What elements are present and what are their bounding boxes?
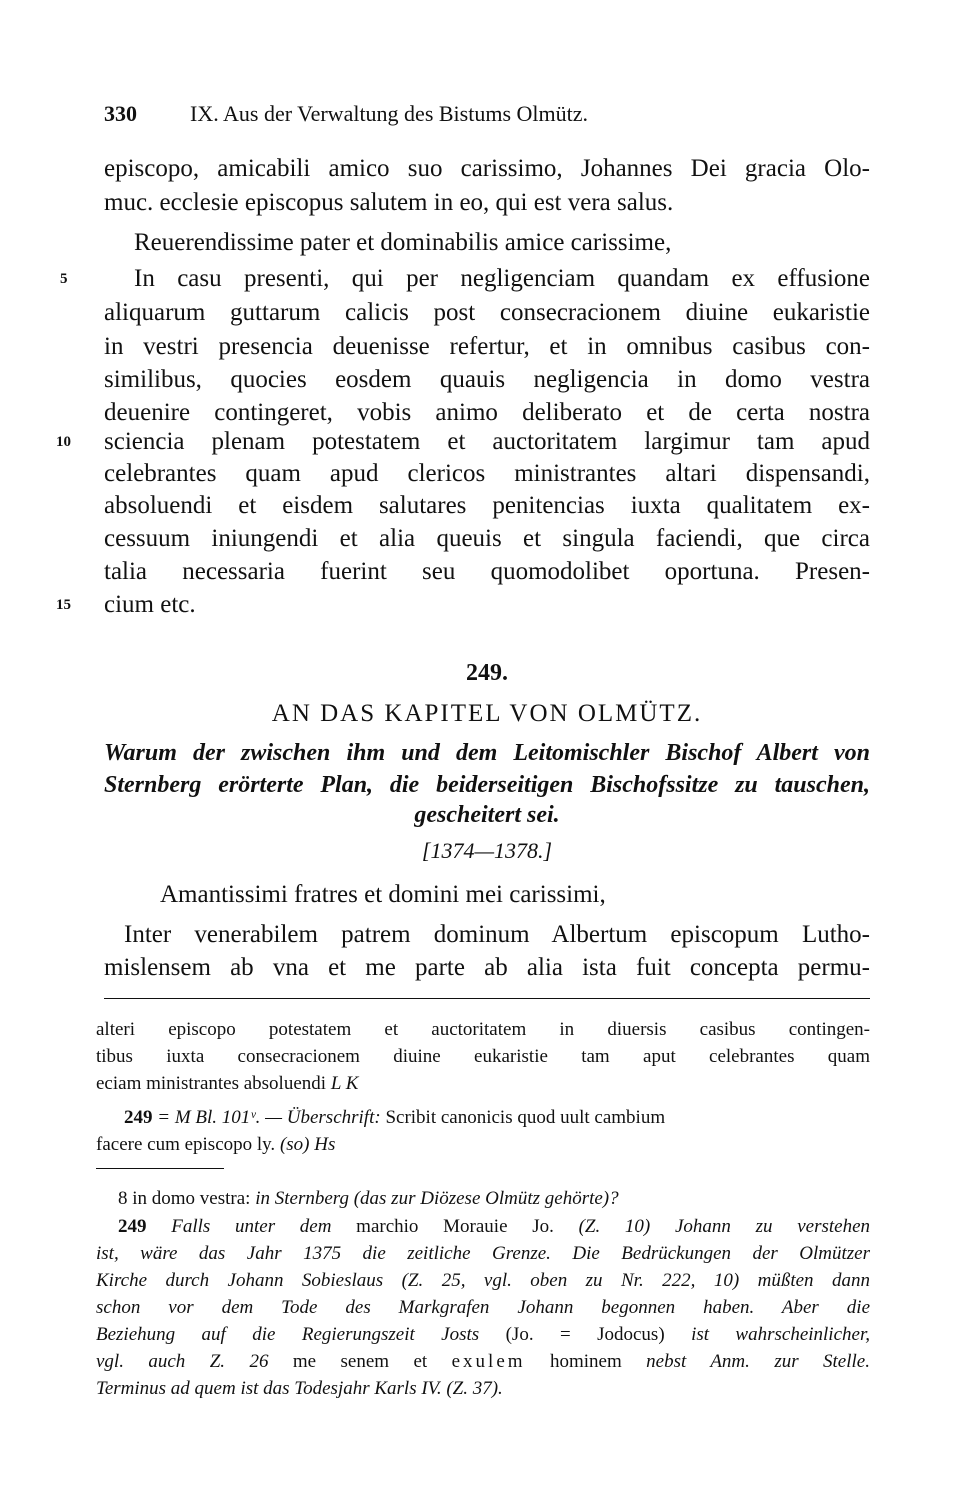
- apparatus-line: 249 = M Bl. 101ᵛ. — Überschrift: Scribit canonicis quod uult cambium: [124, 1107, 666, 1128]
- text-line: similibus, quocies eosdem quauis negligencia in domo vestra: [104, 366, 870, 393]
- letter-summary-line: Sternberg erörterte Plan, die beiderseitigen Bischofssitze zu tauschen,: [104, 772, 870, 798]
- letter-title: AN DAS KAPITEL VON OLMÜTZ.: [271, 700, 703, 727]
- text-line: mislensem ab vna et me parte ab alia ista fuit concepta permu-: [104, 954, 870, 981]
- commentary-line: schon vor dem Tode des Markgrafen Johann begonnen haben. Aber die: [96, 1297, 870, 1318]
- text-line: aliquarum guttarum calicis post consecracionem diuine eukaristie: [104, 299, 870, 326]
- running-title: IX. Aus der Verwaltung des Bistums Olmütz.: [190, 101, 589, 126]
- siglum: L K: [330, 1073, 359, 1094]
- line-number: 5: [60, 271, 68, 287]
- page-number: 330: [104, 101, 137, 126]
- line-number: 15: [56, 597, 71, 613]
- text-line: Inter venerabilem patrem dominum Albertum episcopum Lutho-: [124, 921, 870, 948]
- commentary-line: Terminus ad quem ist das Todesjahr Karls IV. (Z. 37).: [96, 1378, 503, 1399]
- commentary-line: ist, wäre das Jahr 1375 die zeitliche Grenze. Die Bedrückungen der Olmützer: [96, 1243, 870, 1264]
- letter-summary-line: Warum der zwischen ihm und dem Leitomischler Bischof Albert von: [104, 740, 870, 766]
- letter-number: 249.: [466, 660, 508, 686]
- line-number: 10: [56, 434, 71, 450]
- commentary-line: Beziehung auf die Regierungszeit Josts (Jo. = Jodocus) ist wahrscheinlicher,: [96, 1324, 870, 1345]
- footnote-rule-short: [96, 1168, 224, 1169]
- text-line: sciencia plenam potestatem et auctoritatem largimur tam apud: [104, 428, 870, 455]
- apparatus-line: eciam ministrantes absoluendi L K: [96, 1073, 359, 1094]
- text-line: cium etc.: [104, 591, 196, 618]
- footnote-rule: [104, 998, 870, 999]
- commentary-line: Kirche durch Johann Sobieslaus (Z. 25, vgl. oben zu Nr. 222, 10) müßten dann: [96, 1270, 870, 1291]
- text-line: Reuerendissime pater et dominabilis amice carissime,: [134, 229, 672, 256]
- apparatus-line: tibus iuxta consecracionem diuine eukaristie tam aput celebrantes quam: [96, 1046, 870, 1067]
- text-line: In casu presenti, qui per negligenciam quandam ex effusione: [134, 265, 870, 292]
- text-line: absoluendi et eisdem salutares penitencias iuxta qualitatem ex-: [104, 492, 870, 519]
- commentary-line: 8 in domo vestra: in Sternberg (das zur Diözese Olmütz gehörte)?: [118, 1188, 619, 1209]
- commentary-line: vgl. auch Z. 26 me senem et exulem hominem nebst Anm. zur Stelle.: [96, 1351, 870, 1372]
- text-line: celebrantes quam apud clericos ministrantes altari dispensandi,: [104, 460, 870, 487]
- text-line: deuenire contingeret, vobis animo deliberato et de certa nostra: [104, 399, 870, 426]
- salutation: Amantissimi fratres et domini mei carissimi,: [160, 881, 606, 908]
- apparatus-line: facere cum episcopo ly. (so) Hs: [96, 1134, 336, 1155]
- text-line: cessuum iniungendi et alia queuis et singula faciendi, que circa: [104, 525, 870, 552]
- text-line: muc. ecclesie episcopus salutem in eo, qui est vera salus.: [104, 189, 674, 216]
- text-line: talia necessaria fuerint seu quomodolibet oportuna. Presen-: [104, 558, 870, 585]
- letter-date: [1374—1378.]: [421, 838, 553, 863]
- text-line: in vestri presencia deuenisse refertur, et in omnibus casibus con-: [104, 333, 870, 360]
- commentary-line: 249 Falls unter dem marchio Morauie Jo. (Z. 10) Johann zu verstehen: [118, 1216, 871, 1237]
- text-line: episcopo, amicabili amico suo carissimo, Johannes Dei gracia Olo-: [104, 155, 870, 182]
- apparatus-line: alteri episcopo potestatem et auctoritatem in diuersis casibus contingen-: [96, 1019, 870, 1040]
- letter-summary-line: gescheitert sei.: [414, 802, 560, 828]
